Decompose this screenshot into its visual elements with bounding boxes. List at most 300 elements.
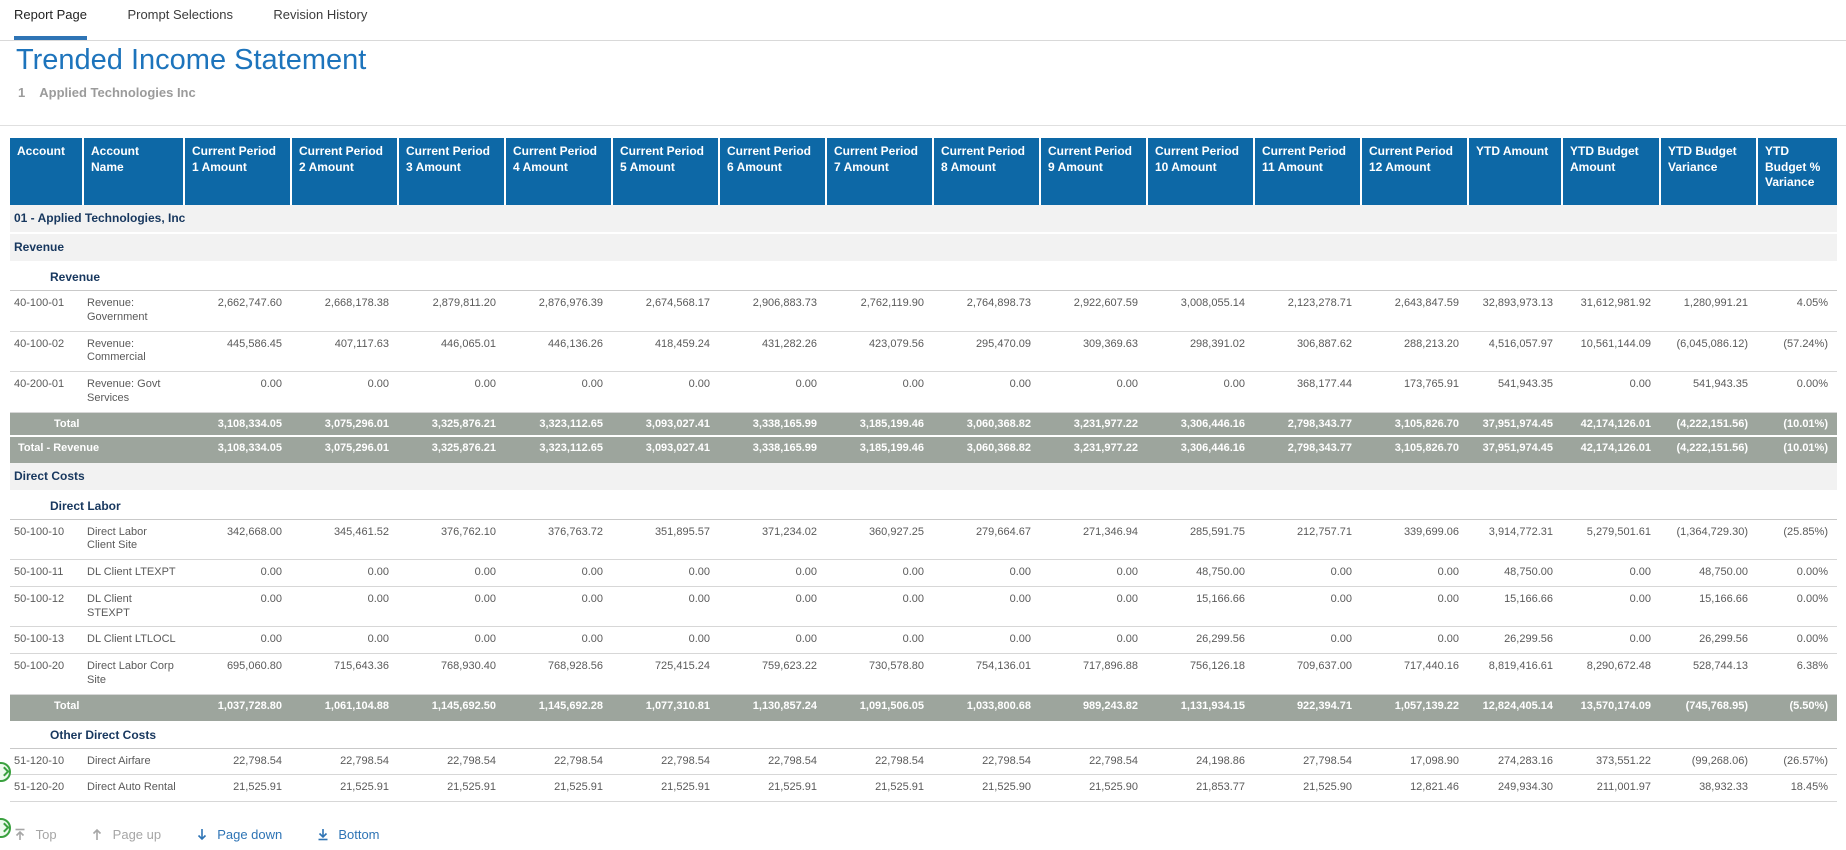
table-cell: 0.00 (1562, 560, 1660, 587)
table-cell: (4,222,151.56) (1660, 412, 1757, 436)
column-header: Current Period 5 Amount (612, 138, 719, 205)
table-cell: 1,091,506.05 (826, 694, 933, 721)
table-cell: 0.00 (184, 560, 291, 587)
column-header: Current Period 6 Amount (719, 138, 826, 205)
table-cell: 274,283.16 (1468, 748, 1562, 775)
pager-page-down-label: Page down (217, 827, 283, 842)
table-cell: 17,098.90 (1361, 748, 1468, 775)
table-row (10, 694, 1837, 721)
table-cell: 288,213.20 (1361, 331, 1468, 372)
table-cell: 42,174,126.01 (1562, 436, 1660, 463)
table-cell: 21,525.91 (719, 775, 826, 802)
table-cell: 445,586.45 (184, 331, 291, 372)
table-cell: 0.00 (719, 560, 826, 587)
table-cell: (745,768.95) (1660, 694, 1757, 721)
table-cell: 339,699.06 (1361, 519, 1468, 560)
table-cell: Total (10, 694, 184, 721)
table-cell: 0.00 (612, 627, 719, 654)
subtitle-company: Applied Technologies Inc (39, 85, 196, 100)
table-cell: 279,664.67 (933, 519, 1040, 560)
page-down-icon (196, 827, 208, 842)
table-cell: 541,943.35 (1660, 372, 1757, 413)
table-cell: 3,060,368.82 (933, 436, 1040, 463)
table-cell: 4.05% (1757, 291, 1837, 332)
table-cell: 50-100-11 (10, 560, 83, 587)
table-row (10, 372, 1837, 413)
table-cell: 22,798.54 (719, 748, 826, 775)
table-cell: 3,075,296.01 (291, 412, 398, 436)
table-cell: 2,876,976.39 (505, 291, 612, 332)
table-cell: 0.00 (184, 586, 291, 627)
table-cell: 0.00 (1361, 586, 1468, 627)
table-cell: 3,093,027.41 (612, 412, 719, 436)
table-cell: 15,166.66 (1468, 586, 1562, 627)
page-title: Trended Income Statement (16, 44, 367, 76)
income-statement-table (10, 138, 1837, 802)
table-cell: 24,198.86 (1147, 748, 1254, 775)
table-cell: 0.00 (612, 560, 719, 587)
table-cell: (6,045,086.12) (1660, 331, 1757, 372)
column-header: Current Period 10 Amount (1147, 138, 1254, 205)
table-cell: Revenue (10, 262, 1837, 291)
table-cell: 0.00 (1361, 560, 1468, 587)
table-cell: Direct Airfare (83, 748, 184, 775)
table-cell: Revenue: Government (83, 291, 184, 332)
table-cell: 373,551.22 (1562, 748, 1660, 775)
table-cell: 0.00 (933, 560, 1040, 587)
table-cell: 37,951,974.45 (1468, 436, 1562, 463)
table-cell: 1,057,139.22 (1361, 694, 1468, 721)
tab-revision-history[interactable]: Revision History (273, 7, 368, 22)
table-cell: 0.00 (291, 627, 398, 654)
table-cell: 0.00 (826, 372, 933, 413)
table-cell: 1,280,991.21 (1660, 291, 1757, 332)
column-header: YTD Budget Amount (1562, 138, 1660, 205)
table-cell: 1,077,310.81 (612, 694, 719, 721)
table-cell: 0.00 (184, 627, 291, 654)
table-cell: 5,279,501.61 (1562, 519, 1660, 560)
table-cell: 756,126.18 (1147, 654, 1254, 695)
header-divider (0, 125, 1846, 126)
table-cell: 0.00 (826, 560, 933, 587)
table-cell: 768,930.40 (398, 654, 505, 695)
table-cell: 0.00 (719, 372, 826, 413)
table-cell: 26,299.56 (1147, 627, 1254, 654)
report-subtitle (18, 85, 196, 100)
table-cell: 22,798.54 (505, 748, 612, 775)
table-cell: 528,744.13 (1660, 654, 1757, 695)
table-cell: 3,008,055.14 (1147, 291, 1254, 332)
table-row (10, 291, 1837, 332)
header-row (10, 138, 1837, 205)
table-cell: 2,662,747.60 (184, 291, 291, 332)
table-cell: 4,516,057.97 (1468, 331, 1562, 372)
table-cell: Direct Labor Client Site (83, 519, 184, 560)
table-cell: 3,914,772.31 (1468, 519, 1562, 560)
table-cell: Direct Costs (10, 463, 1837, 491)
table-cell: 3,323,112.65 (505, 436, 612, 463)
subtitle-index: 1 (18, 85, 26, 100)
table-cell: 8,819,416.61 (1468, 654, 1562, 695)
table-cell: 0.00 (1040, 372, 1147, 413)
table-cell: (10.01%) (1757, 412, 1837, 436)
table-cell: 22,798.54 (291, 748, 398, 775)
table-cell: 40-100-01 (10, 291, 83, 332)
pager-page-down[interactable] (196, 827, 283, 842)
table-cell: 0.00 (1254, 560, 1361, 587)
table-cell: 0.00% (1757, 372, 1837, 413)
table-cell: 26,299.56 (1660, 627, 1757, 654)
table-cell: 3,306,446.16 (1147, 436, 1254, 463)
table-cell: 21,525.91 (612, 775, 719, 802)
table-cell: 1,145,692.28 (505, 694, 612, 721)
table-cell: 0.00 (505, 586, 612, 627)
table-cell: 21,525.90 (933, 775, 1040, 802)
table-cell: 32,893,973.13 (1468, 291, 1562, 332)
table-cell: Direct Auto Rental (83, 775, 184, 802)
table-cell: 21,525.90 (1040, 775, 1147, 802)
table-cell: 3,325,876.21 (398, 436, 505, 463)
table-cell: 173,765.91 (1361, 372, 1468, 413)
table-cell: 2,668,178.38 (291, 291, 398, 332)
table-row (10, 654, 1837, 695)
table-cell: 351,895.57 (612, 519, 719, 560)
table-cell: (10.01%) (1757, 436, 1837, 463)
table-cell: 695,060.80 (184, 654, 291, 695)
table-cell: 0.00% (1757, 560, 1837, 587)
table-cell: 2,906,883.73 (719, 291, 826, 332)
table-cell: 22,798.54 (826, 748, 933, 775)
table-cell: (25.85%) (1757, 519, 1837, 560)
table-cell: 21,525.91 (826, 775, 933, 802)
table-cell: 0.00 (1254, 586, 1361, 627)
table-cell: 22,798.54 (933, 748, 1040, 775)
table-cell: 51-120-10 (10, 748, 83, 775)
table-cell: 376,763.72 (505, 519, 612, 560)
table-row (10, 627, 1837, 654)
table-cell: 50-100-20 (10, 654, 83, 695)
table-cell: 2,762,119.90 (826, 291, 933, 332)
table-cell: 3,338,165.99 (719, 412, 826, 436)
table-cell: 211,001.97 (1562, 775, 1660, 802)
table-cell: 3,306,446.16 (1147, 412, 1254, 436)
column-header: Current Period 2 Amount (291, 138, 398, 205)
table-cell: 48,750.00 (1468, 560, 1562, 587)
pager-bottom[interactable] (317, 827, 380, 842)
table-cell: 0.00 (1147, 372, 1254, 413)
column-header: Account (10, 138, 83, 205)
table-cell: 0.00 (291, 586, 398, 627)
table-cell: 3,108,334.05 (184, 436, 291, 463)
table-cell: DL Client LTLOCL (83, 627, 184, 654)
table-cell: 1,130,857.24 (719, 694, 826, 721)
table-cell: 0.00 (826, 586, 933, 627)
table-cell: 21,853.77 (1147, 775, 1254, 802)
table-cell: (26.57%) (1757, 748, 1837, 775)
table-cell: 42,174,126.01 (1562, 412, 1660, 436)
table-cell: 2,123,278.71 (1254, 291, 1361, 332)
table-cell: 22,798.54 (612, 748, 719, 775)
table-cell: 3,185,199.46 (826, 412, 933, 436)
table-cell: Revenue: Govt Services (83, 372, 184, 413)
table-cell: Direct Labor Corp Site (83, 654, 184, 695)
table-cell: 0.00 (1562, 586, 1660, 627)
table-cell: 50-100-10 (10, 519, 83, 560)
table-cell: 715,643.36 (291, 654, 398, 695)
table-cell: 0.00 (398, 560, 505, 587)
table-cell: 717,896.88 (1040, 654, 1147, 695)
table-cell: 22,798.54 (184, 748, 291, 775)
table-cell: 754,136.01 (933, 654, 1040, 695)
table-cell: Total - Revenue (10, 436, 184, 463)
tab-prompt-selections[interactable]: Prompt Selections (127, 7, 233, 22)
table-cell: (4,222,151.56) (1660, 436, 1757, 463)
table-cell: 431,282.26 (719, 331, 826, 372)
table-cell: 0.00 (933, 586, 1040, 627)
table-row (10, 331, 1837, 372)
table-cell: 21,525.91 (184, 775, 291, 802)
table-cell: Direct Labor (10, 491, 1837, 520)
table-cell: 407,117.63 (291, 331, 398, 372)
table-cell: 3,231,977.22 (1040, 436, 1147, 463)
table-cell: 6.38% (1757, 654, 1837, 695)
table-cell: 295,470.09 (933, 331, 1040, 372)
table-cell: 0.00 (1040, 586, 1147, 627)
table-cell: 3,060,368.82 (933, 412, 1040, 436)
table-cell: 3,108,334.05 (184, 412, 291, 436)
column-header: YTD Amount (1468, 138, 1562, 205)
table-cell: 2,674,568.17 (612, 291, 719, 332)
table-cell: 309,369.63 (1040, 331, 1147, 372)
table-cell: 709,637.00 (1254, 654, 1361, 695)
table-row (10, 205, 1837, 233)
table-cell: DL Client STEXPT (83, 586, 184, 627)
table-cell: 10,561,144.09 (1562, 331, 1660, 372)
pager-bar (14, 826, 410, 850)
table-cell: 0.00 (612, 586, 719, 627)
column-header: Current Period 3 Amount (398, 138, 505, 205)
table-cell: 0.00 (933, 627, 1040, 654)
column-header: Current Period 9 Amount (1040, 138, 1147, 205)
table-cell: 922,394.71 (1254, 694, 1361, 721)
table-cell: 22,798.54 (1040, 748, 1147, 775)
table-cell: 2,643,847.59 (1361, 291, 1468, 332)
table-cell: 0.00 (1040, 627, 1147, 654)
table-cell: 1,145,692.50 (398, 694, 505, 721)
table-cell: 0.00 (291, 372, 398, 413)
table-cell: 3,105,826.70 (1361, 436, 1468, 463)
table-cell: 3,105,826.70 (1361, 412, 1468, 436)
table-cell: 1,061,104.88 (291, 694, 398, 721)
table-cell: 360,927.25 (826, 519, 933, 560)
table-cell: 21,525.91 (505, 775, 612, 802)
table-cell: 48,750.00 (1660, 560, 1757, 587)
tab-report-page[interactable]: Report Page (14, 0, 87, 40)
table-cell: 50-100-13 (10, 627, 83, 654)
column-header: Current Period 1 Amount (184, 138, 291, 205)
table-cell: 368,177.44 (1254, 372, 1361, 413)
table-cell: 01 - Applied Technologies, Inc (10, 205, 1837, 233)
table-cell: 48,750.00 (1147, 560, 1254, 587)
table-cell: 0.00 (719, 586, 826, 627)
table-cell: (5.50%) (1757, 694, 1837, 721)
pager-top[interactable] (14, 827, 57, 842)
table-cell: 1,037,728.80 (184, 694, 291, 721)
table-cell: 0.00 (1361, 627, 1468, 654)
table-row (10, 491, 1837, 520)
table-cell: 3,075,296.01 (291, 436, 398, 463)
table-cell: 298,391.02 (1147, 331, 1254, 372)
go-to-bottom-icon (317, 827, 329, 842)
table-cell: 15,166.66 (1660, 586, 1757, 627)
table-cell: 26,299.56 (1468, 627, 1562, 654)
table-cell: 38,932.33 (1660, 775, 1757, 802)
table-cell: 768,928.56 (505, 654, 612, 695)
column-header: Current Period 12 Amount (1361, 138, 1468, 205)
table-cell: 0.00 (1562, 627, 1660, 654)
table-cell: Revenue: Commercial (83, 331, 184, 372)
table-cell: 0.00 (1562, 372, 1660, 413)
table-cell: (1,364,729.30) (1660, 519, 1757, 560)
report-table-container (10, 138, 1837, 802)
table-cell: 725,415.24 (612, 654, 719, 695)
table-row (10, 560, 1837, 587)
table-cell: 40-200-01 (10, 372, 83, 413)
table-row (10, 721, 1837, 749)
table-cell: 18.45% (1757, 775, 1837, 802)
table-cell: 306,887.62 (1254, 331, 1361, 372)
table-row (10, 775, 1837, 802)
table-cell: 3,093,027.41 (612, 436, 719, 463)
table-cell: 0.00 (398, 627, 505, 654)
table-cell: 2,879,811.20 (398, 291, 505, 332)
table-row (10, 412, 1837, 436)
table-cell: 371,234.02 (719, 519, 826, 560)
column-header: YTD Budget % Variance (1757, 138, 1837, 205)
table-cell: 15,166.66 (1147, 586, 1254, 627)
table-cell: 717,440.16 (1361, 654, 1468, 695)
table-cell: 0.00 (398, 372, 505, 413)
table-cell: 0.00 (612, 372, 719, 413)
table-cell: 271,346.94 (1040, 519, 1147, 560)
table-row (10, 463, 1837, 491)
table-cell: 31,612,981.92 (1562, 291, 1660, 332)
table-cell: 1,131,934.15 (1147, 694, 1254, 721)
table-cell: 50-100-12 (10, 586, 83, 627)
table-row (10, 586, 1837, 627)
table-cell: 8,290,672.48 (1562, 654, 1660, 695)
table-cell: 21,525.91 (291, 775, 398, 802)
pager-top-label: Top (35, 827, 57, 842)
table-cell: 3,323,112.65 (505, 412, 612, 436)
table-cell: 3,338,165.99 (719, 436, 826, 463)
table-cell: 418,459.24 (612, 331, 719, 372)
table-cell: 285,591.75 (1147, 519, 1254, 560)
table-cell: 0.00 (291, 560, 398, 587)
table-cell: 2,798,343.77 (1254, 412, 1361, 436)
table-cell: 0.00 (933, 372, 1040, 413)
column-header: Current Period 11 Amount (1254, 138, 1361, 205)
table-cell: 3,231,977.22 (1040, 412, 1147, 436)
table-cell: 0.00 (505, 560, 612, 587)
column-header: Current Period 4 Amount (505, 138, 612, 205)
table-cell: 3,185,199.46 (826, 436, 933, 463)
table-cell: 0.00 (398, 586, 505, 627)
table-cell: 1,033,800.68 (933, 694, 1040, 721)
table-cell: 730,578.80 (826, 654, 933, 695)
pager-page-up[interactable] (91, 827, 161, 842)
page-up-icon (91, 827, 103, 842)
table-row (10, 748, 1837, 775)
table-row (10, 233, 1837, 262)
pager-bottom-label: Bottom (338, 827, 380, 842)
table-cell: 27,798.54 (1254, 748, 1361, 775)
table-cell: 21,525.91 (398, 775, 505, 802)
table-cell: 51-120-20 (10, 775, 83, 802)
table-cell: 40-100-02 (10, 331, 83, 372)
column-header: Current Period 8 Amount (933, 138, 1040, 205)
table-cell: (57.24%) (1757, 331, 1837, 372)
table-cell: 0.00 (719, 627, 826, 654)
table-cell: 12,824,405.14 (1468, 694, 1562, 721)
table-cell: 3,325,876.21 (398, 412, 505, 436)
table-cell: 0.00 (505, 372, 612, 413)
table-cell: (99,268.06) (1660, 748, 1757, 775)
table-cell: 342,668.00 (184, 519, 291, 560)
tab-bar (0, 0, 1846, 41)
table-cell: 0.00 (505, 627, 612, 654)
table-cell: 13,570,174.09 (1562, 694, 1660, 721)
table-cell: 345,461.52 (291, 519, 398, 560)
table-cell: 249,934.30 (1468, 775, 1562, 802)
table-cell: Total (10, 412, 184, 436)
table-cell: 0.00 (1254, 627, 1361, 654)
go-to-top-icon (14, 827, 26, 842)
pager-page-up-label: Page up (112, 827, 162, 842)
table-cell: 541,943.35 (1468, 372, 1562, 413)
table-cell: 446,136.26 (505, 331, 612, 372)
table-cell: 0.00% (1757, 627, 1837, 654)
table-cell: 989,243.82 (1040, 694, 1147, 721)
table-cell: 759,623.22 (719, 654, 826, 695)
table-row (10, 519, 1837, 560)
table-cell: Revenue (10, 233, 1837, 262)
table-row (10, 436, 1837, 463)
table-cell: 12,821.46 (1361, 775, 1468, 802)
column-header: YTD Budget Variance (1660, 138, 1757, 205)
table-cell: 0.00 (1040, 560, 1147, 587)
table-row (10, 262, 1837, 291)
table-cell: 37,951,974.45 (1468, 412, 1562, 436)
table-cell: 446,065.01 (398, 331, 505, 372)
table-cell: 22,798.54 (398, 748, 505, 775)
table-cell: 376,762.10 (398, 519, 505, 560)
table-cell: 2,922,607.59 (1040, 291, 1147, 332)
side-expand-button[interactable] (0, 818, 11, 838)
table-cell: 0.00 (184, 372, 291, 413)
table-cell: 0.00% (1757, 586, 1837, 627)
table-cell: 423,079.56 (826, 331, 933, 372)
table-cell: 21,525.90 (1254, 775, 1361, 802)
column-header: Account Name (83, 138, 184, 205)
table-cell: 2,764,898.73 (933, 291, 1040, 332)
table-cell: 2,798,343.77 (1254, 436, 1361, 463)
table-cell: 0.00 (826, 627, 933, 654)
column-header: Current Period 7 Amount (826, 138, 933, 205)
table-cell: DL Client LTEXPT (83, 560, 184, 587)
table-cell: 212,757.71 (1254, 519, 1361, 560)
table-cell: Other Direct Costs (10, 721, 1837, 749)
